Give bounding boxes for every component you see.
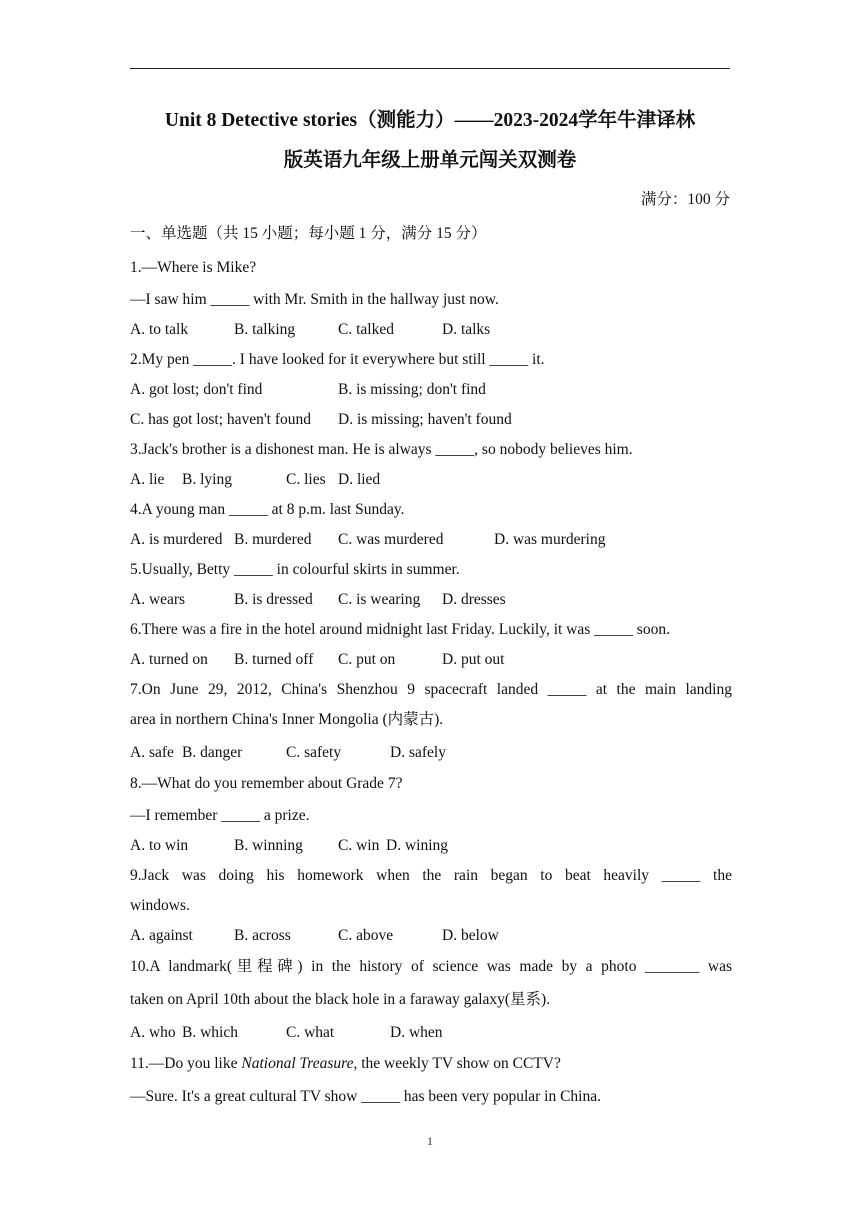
question-6-options xyxy=(130,650,730,670)
full-score: 满分：100 分 xyxy=(640,191,730,208)
option-c: C. was murdered xyxy=(338,531,444,548)
option-a: A. to talk xyxy=(130,321,189,338)
top-rule xyxy=(130,68,730,69)
question-9-options xyxy=(130,926,730,946)
option-a: A. against xyxy=(130,927,193,944)
option-d: D. put out xyxy=(442,651,505,668)
question-11-stem xyxy=(130,1054,732,1074)
question-11-stem-suffix: , the weekly TV show on CCTV? xyxy=(353,1055,561,1072)
option-d: D. dresses xyxy=(442,591,506,608)
option-c: C. safety xyxy=(286,744,342,761)
question-4-options xyxy=(130,530,730,550)
question-10-stem: 10.A landmark(里程碑) in the history of science was made by a photo _______ was xyxy=(130,958,732,975)
question-11-stem-prefix: 11.—Do you like xyxy=(130,1055,242,1072)
option-d: D. lied xyxy=(338,471,381,488)
option-b: B. across xyxy=(234,927,291,944)
document-title-line-1: Unit 8 Detective stories（测能力）——2023-2024学年牛津译林 xyxy=(164,110,696,131)
question-2-options-row-1 xyxy=(130,380,730,400)
question-7-options xyxy=(130,743,730,763)
option-c: C. what xyxy=(286,1024,335,1041)
option-b: B. danger xyxy=(182,744,243,761)
question-9-stem-2: windows. xyxy=(130,897,190,914)
question-2-options-row-2 xyxy=(130,410,730,430)
option-d: D. wining xyxy=(386,837,448,854)
option-c: C. has got lost; haven't found xyxy=(130,411,312,428)
show-title: National Treasure xyxy=(241,1055,354,1072)
page-number: 1 xyxy=(427,1134,433,1148)
question-7-stem: 7.On June 29, 2012, China's Shenzhou 9 spacecraft landed _____ at the main landing xyxy=(130,681,732,698)
question-7-stem-2: area in northern China's Inner Mongolia (内蒙古). xyxy=(130,711,444,728)
option-b: B. talking xyxy=(234,321,296,338)
option-a: A. who xyxy=(130,1024,176,1041)
question-5-options xyxy=(130,590,730,610)
option-a: A. turned on xyxy=(130,651,208,668)
question-8-options xyxy=(130,836,730,856)
option-b: B. murdered xyxy=(234,531,312,548)
option-b: B. is missing; don't find xyxy=(338,381,486,398)
question-3-stem: 3.Jack's brother is a dishonest man. He is always _____, so nobody believes him. xyxy=(130,441,633,458)
option-d: D. when xyxy=(390,1024,443,1041)
question-10-options xyxy=(130,1023,730,1043)
question-3-options xyxy=(130,470,730,490)
option-c: C. talked xyxy=(338,321,394,338)
option-c: C. above xyxy=(338,927,394,944)
question-10-stem-2: taken on April 10th about the black hole in a faraway galaxy(星系). xyxy=(130,991,551,1008)
option-b: B. is dressed xyxy=(234,591,313,608)
option-d: D. below xyxy=(442,927,499,944)
question-1-options xyxy=(130,320,730,340)
question-9-stem: 9.Jack was doing his homework when the rain began to beat heavily _____ the xyxy=(130,867,732,884)
option-d: D. safely xyxy=(390,744,446,761)
option-a: A. wears xyxy=(130,591,186,608)
option-d: D. was murdering xyxy=(494,531,606,548)
section-heading: 一、单选题（共 15 小题；每小题 1 分，满分 15 分） xyxy=(130,225,487,242)
option-d: D. talks xyxy=(442,321,491,338)
option-b: B. winning xyxy=(234,837,303,854)
question-5-stem: 5.Usually, Betty _____ in colourful skirts in summer. xyxy=(130,561,460,578)
option-b: B. which xyxy=(182,1024,238,1041)
document-title-line-2: 版英语九年级上册单元闯关双测卷 xyxy=(283,150,577,171)
option-a: A. got lost; don't find xyxy=(130,381,263,398)
question-4-stem: 4.A young man _____ at 8 p.m. last Sunday. xyxy=(130,501,405,518)
option-c: C. is wearing xyxy=(338,591,421,608)
option-d: D. is missing; haven't found xyxy=(338,411,512,428)
option-a: A. is murdered xyxy=(130,531,223,548)
option-c: C. win xyxy=(338,837,380,854)
option-a: A. safe xyxy=(130,744,174,761)
option-b: B. lying xyxy=(182,471,232,488)
option-b: B. turned off xyxy=(234,651,314,668)
question-2-stem: 2.My pen _____. I have looked for it everywhere but still _____ it. xyxy=(130,351,545,368)
question-1-stem-2: —I saw him _____ with Mr. Smith in the hallway just now. xyxy=(130,291,499,308)
option-c: C. lies xyxy=(286,471,326,488)
option-a: A. to win xyxy=(130,837,189,854)
question-8-stem: 8.—What do you remember about Grade 7? xyxy=(130,775,403,792)
question-8-stem-2: —I remember _____ a prize. xyxy=(130,807,310,824)
question-6-stem: 6.There was a fire in the hotel around midnight last Friday. Luckily, it was _____ soon. xyxy=(130,621,670,638)
question-11-stem-2: —Sure. It's a great cultural TV show _____ has been very popular in China. xyxy=(130,1088,601,1105)
question-1-stem: 1.—Where is Mike? xyxy=(130,259,257,276)
option-c: C. put on xyxy=(338,651,396,668)
option-a: A. lie xyxy=(130,471,165,488)
